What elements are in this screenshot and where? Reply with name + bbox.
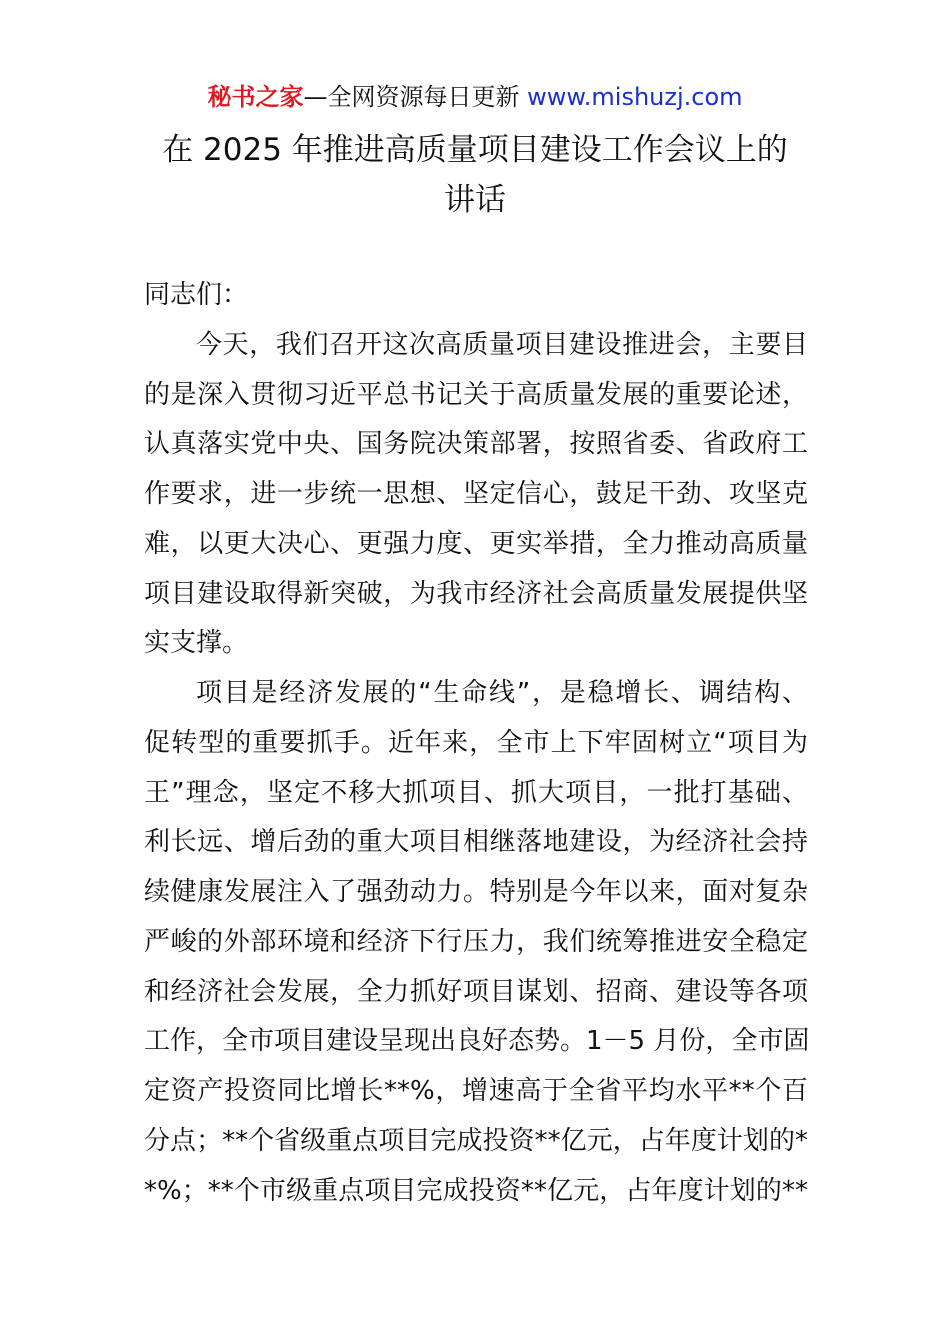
paragraph-1-line-2: 的是深入贯彻习近平总书记关于高质量发展的重要论述，	[144, 379, 808, 410]
title-line-2: 讲话	[444, 182, 506, 218]
paragraph-2-line-9: 定资产投资同比增长**%，增速高于全省平均水平**个百	[144, 1076, 808, 1106]
document-body	[144, 271, 808, 1216]
paragraph-2-line-1: 项目是经济发展的“生命线”，是稳增长、调结构、	[196, 678, 808, 708]
paragraph-1-line-4: 作要求，进一步统一思想、坚定信心，鼓足干劲、攻坚克	[144, 479, 808, 509]
paragraph-1-line-3: 认真落实党中央、国务院决策部署，按照省委、省政府工	[144, 429, 808, 460]
paragraph-2-line-7: 和经济社会发展，全力抓好项目谋划、招商、建设等各项	[144, 976, 808, 1007]
paragraph-1-line-6: 项目建设取得新突破，为我市经济社会高质量发展提供坚	[144, 578, 808, 609]
paragraph-2-line-11: *%；**个市级重点项目完成投资**亿元，占年度计划的**	[144, 1175, 808, 1206]
paragraph-1-line-5: 难，以更大决心、更强力度、更实举措，全力推动高质量	[144, 528, 808, 559]
paragraph-1-line-1: 今天，我们召开这次高质量项目建设推进会，主要目	[196, 329, 808, 360]
paragraph-2-line-10: 分点；**个省级重点项目完成投资**亿元，占年度计划的*	[144, 1125, 808, 1156]
paragraph-2-line-2: 促转型的重要抓手。近年来，全市上下牢固树立“项目为	[144, 727, 808, 758]
document-title	[0, 125, 950, 225]
brand-name: 秘书之家	[207, 83, 304, 111]
greeting: 同志们：	[144, 280, 249, 310]
site-url-link[interactable]: www.mishuzj.com	[527, 83, 743, 111]
site-header	[0, 80, 950, 114]
paragraph-2-line-5: 续健康发展注入了强劲动力。特别是今年以来，面对复杂	[144, 877, 808, 907]
header-tagline: —全网资源每日更新	[303, 83, 528, 111]
paragraph-1-line-7: 实支撑。	[144, 628, 249, 659]
paragraph-2-line-8: 工作，全市项目建设呈现出良好态势。1－5 月份，全市固	[144, 1026, 810, 1057]
paragraph-2-line-6: 严峻的外部环境和经济下行压力，我们统筹推进安全稳定	[144, 926, 808, 957]
title-line-1: 在 2025 年推进高质量项目建设工作会议上的	[162, 132, 788, 168]
paragraph-2-line-4: 利长远、增后劲的重大项目相继落地建设，为经济社会持	[144, 827, 808, 858]
paragraph-2-line-3: 王”理念，坚定不移大抓项目、抓大项目，一批打基础、	[144, 777, 808, 808]
